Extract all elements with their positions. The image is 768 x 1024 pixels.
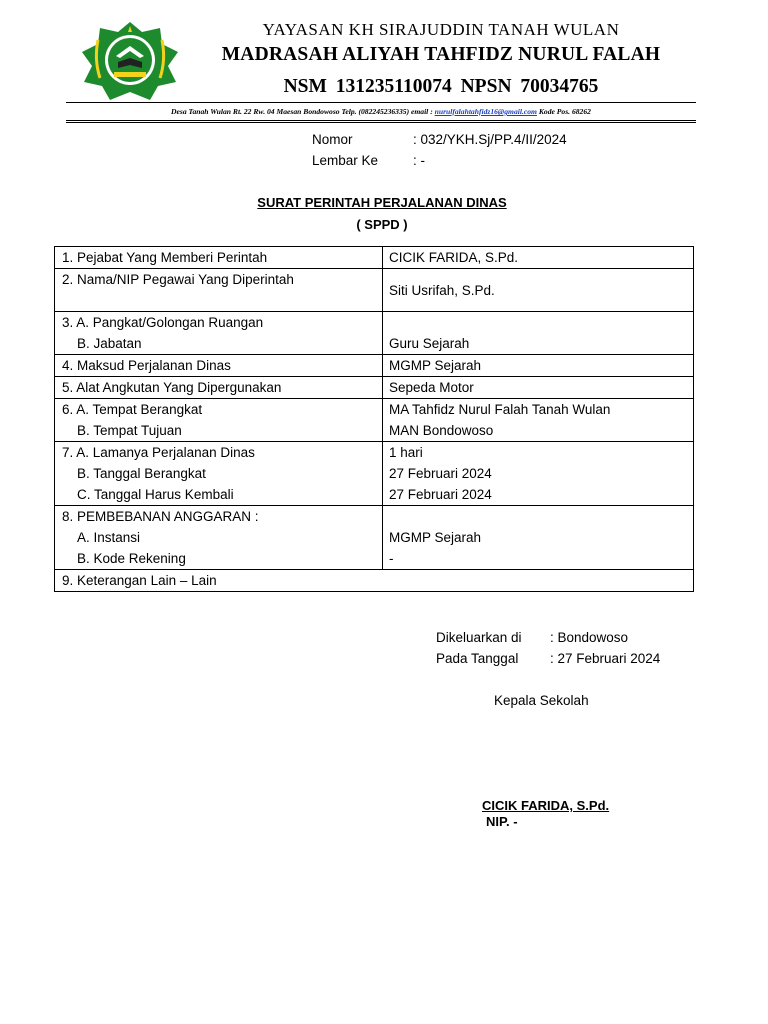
cell-line: MAN Bondowoso <box>389 423 494 438</box>
table-row <box>55 506 694 570</box>
issued-label: Dikeluarkan di <box>436 630 522 645</box>
lembar-label: Lembar Ke <box>312 153 379 168</box>
date-label: Pada Tanggal <box>436 651 519 666</box>
address-text: Desa Tanah Wulan Rt. 22 Rw. 04 Maesan Bondowoso Telp. (082245236335) email : <box>171 107 435 116</box>
cell-line: 3. A. Pangkat/Golongan Ruangan <box>62 315 264 330</box>
lembar-value: : - <box>413 153 425 168</box>
table-cell: 2. Nama/NIP Pegawai Yang Diperintah <box>55 269 383 312</box>
sppd-table <box>54 246 694 592</box>
table-cell: MGMP Sejarah <box>383 355 694 377</box>
header-rule-bottom <box>66 120 696 123</box>
signer-position: Kepala Sekolah <box>494 693 589 708</box>
table-row <box>55 247 694 269</box>
table-cell: 1. Pejabat Yang Memberi Perintah <box>55 247 383 269</box>
cell-line: 6. A. Tempat Berangkat <box>62 402 203 417</box>
table-row <box>55 355 694 377</box>
cell-line: B. Jabatan <box>77 336 142 351</box>
email-link[interactable]: nurulfalahtahfidz16@gmail.com <box>434 107 537 116</box>
table-row <box>55 399 694 442</box>
cell-line: 1 hari <box>389 445 423 460</box>
table-cell: 5. Alat Angkutan Yang Dipergunakan <box>55 377 383 399</box>
nomor-value: : 032/YKH.Sj/PP.4/II/2024 <box>413 132 567 147</box>
cell-line: 8. PEMBEBANAN ANGGARAN : <box>62 509 259 524</box>
cell-line: Guru Sejarah <box>389 336 470 351</box>
table-cell: 4. Maksud Perjalanan Dinas <box>55 355 383 377</box>
document-title-text: SURAT PERINTAH PERJALANAN DINAS <box>257 195 507 210</box>
table-cell <box>55 506 383 570</box>
cell-line: A. Instansi <box>77 530 141 545</box>
table-cell <box>383 442 694 506</box>
header-rule-top <box>66 102 696 103</box>
postcode: Kode Pos. 68262 <box>536 107 591 116</box>
nomor-label: Nomor <box>312 132 353 147</box>
table-row <box>55 570 694 592</box>
cell-line: B. Kode Rekening <box>77 551 186 566</box>
foundation-name: YAYASAN KH SIRAJUDDIN TANAH WULAN <box>262 20 620 39</box>
table-cell: Sepeda Motor <box>383 377 694 399</box>
table-row <box>55 269 694 312</box>
school-name: MADRASAH ALIYAH TAHFIDZ NURUL FALAH <box>221 44 661 65</box>
cell-line: - <box>389 551 394 566</box>
cell-line: MGMP Sejarah <box>389 530 482 545</box>
school-logo <box>78 20 182 100</box>
document-title <box>160 195 604 210</box>
signer-nip: NIP. - <box>486 814 518 829</box>
table-cell <box>383 399 694 442</box>
table-cell: CICIK FARIDA, S.Pd. <box>383 247 694 269</box>
date-value: : 27 Februari 2024 <box>550 651 661 666</box>
table-cell <box>55 399 383 442</box>
table-row <box>55 312 694 355</box>
table-row <box>55 377 694 399</box>
cell-line: 7. A. Lamanya Perjalanan Dinas <box>62 445 255 460</box>
cell-line: C. Tanggal Harus Kembali <box>77 487 234 502</box>
table-cell <box>55 442 383 506</box>
cell-line: B. Tempat Tujuan <box>77 423 182 438</box>
cell-line: MA Tahfidz Nurul Falah Tanah Wulan <box>389 402 611 417</box>
nsm-npsn: NSM 131235110074 NPSN 70034765 <box>283 76 599 97</box>
table-cell <box>383 312 694 355</box>
cell-line: 27 Februari 2024 <box>389 487 492 502</box>
table-cell <box>383 506 694 570</box>
document-subtitle: ( SPPD ) <box>356 217 408 232</box>
table-cell: 9. Keterangan Lain – Lain <box>55 570 694 592</box>
signer-name: CICIK FARIDA, S.Pd. <box>482 798 610 813</box>
cell-line <box>389 506 693 527</box>
table-cell <box>55 312 383 355</box>
school-address <box>66 107 696 116</box>
table-row <box>55 442 694 506</box>
cell-line: B. Tanggal Berangkat <box>77 466 206 481</box>
cell-line: 27 Februari 2024 <box>389 466 492 481</box>
table-cell: Siti Usrifah, S.Pd. <box>383 269 694 312</box>
issued-value: : Bondowoso <box>550 630 629 645</box>
cell-line <box>389 312 693 333</box>
